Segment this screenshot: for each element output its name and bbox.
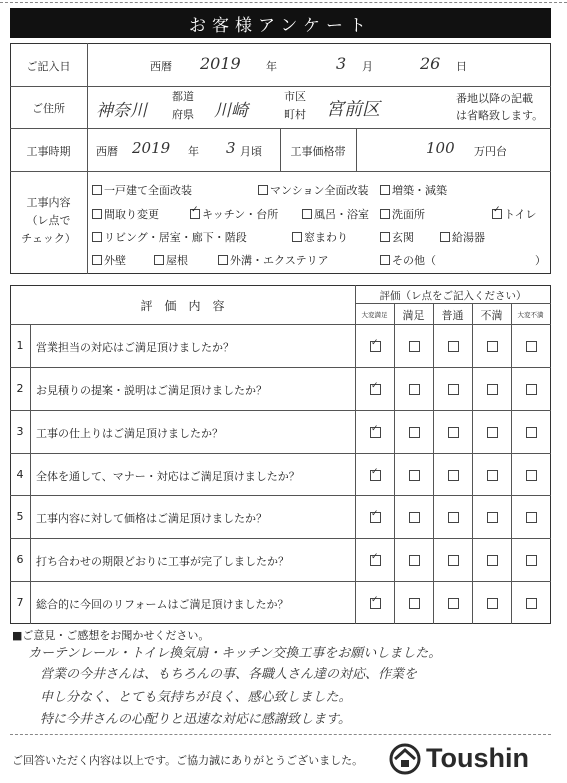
address-pref-bottom: 府県 xyxy=(172,108,194,121)
rating-checkbox[interactable] xyxy=(370,427,381,438)
checkbox-icon[interactable] xyxy=(380,185,390,195)
rating-checkbox[interactable] xyxy=(448,470,459,481)
rating-checkbox[interactable] xyxy=(409,384,420,395)
rating-checkbox[interactable] xyxy=(487,427,498,438)
period-month-unit: 月頃 xyxy=(240,145,262,158)
work-option-label: 増築・減築 xyxy=(392,184,447,197)
price-unit: 万円台 xyxy=(474,145,507,158)
rating-column-label: 大変不満 xyxy=(517,311,544,319)
evaluation-header: 評 価 内 容 xyxy=(140,299,225,313)
entry-year-unit: 年 xyxy=(266,60,277,73)
comments-label: ■ご意見・ご感想をお聞かせください。 xyxy=(12,629,210,642)
rating-checkbox[interactable] xyxy=(448,512,459,523)
entry-month-unit: 月 xyxy=(362,60,373,73)
question-text: 工事の仕上りはご満足頂けましたか？ xyxy=(36,426,223,440)
entry-date-label: ご記入日 xyxy=(26,60,71,73)
work-option[interactable] xyxy=(92,182,192,198)
address-city-top: 市区 xyxy=(284,90,306,103)
entry-era: 西暦 xyxy=(150,60,172,73)
question-text: 全体を通して、マナー・対応はご満足頂けましたか？ xyxy=(36,469,300,483)
work-option-label: その他（ ） xyxy=(392,254,546,267)
entry-day-unit: 日 xyxy=(456,60,467,73)
work-label-3: チェック） xyxy=(21,232,76,245)
checkbox-icon[interactable] xyxy=(92,255,102,265)
rating-checkbox[interactable] xyxy=(370,470,381,481)
question-text: 打ち合わせの期限どおりに工事が完了しましたか？ xyxy=(36,555,289,569)
work-option[interactable] xyxy=(380,182,447,198)
question-number: 1 xyxy=(16,339,24,352)
rating-checkbox[interactable] xyxy=(370,341,381,352)
work-option-label: 間取り変更 xyxy=(104,208,159,221)
work-option[interactable] xyxy=(218,252,329,268)
rating-checkbox[interactable] xyxy=(448,598,459,609)
work-option-label: 外壁 xyxy=(104,254,126,267)
thanks-text: ご回答いただく内容は以上です。ご協力誠にありがとうございました。 xyxy=(12,754,364,767)
rating-checkbox[interactable] xyxy=(370,598,381,609)
rating-checkbox[interactable] xyxy=(526,512,537,523)
work-option-label: 外溝・エクステリア xyxy=(230,254,329,267)
rating-checkbox[interactable] xyxy=(448,427,459,438)
period-month: 3 xyxy=(226,139,236,157)
house-logo-icon xyxy=(388,741,422,775)
checkbox-icon[interactable] xyxy=(154,255,164,265)
period-era: 西暦 xyxy=(96,145,118,158)
work-option[interactable] xyxy=(154,252,188,268)
address-city: 川崎 xyxy=(214,101,248,121)
rating-column-label: 大変満足 xyxy=(361,311,388,319)
checkbox-icon[interactable] xyxy=(92,232,102,242)
period-label: 工事時期 xyxy=(26,145,71,158)
work-option[interactable] xyxy=(492,206,536,222)
entry-month: 3 xyxy=(336,54,347,73)
work-option-label: トイレ xyxy=(504,208,537,221)
work-option[interactable] xyxy=(92,252,126,268)
checkbox-icon[interactable] xyxy=(258,185,268,195)
rating-checkbox[interactable] xyxy=(487,512,498,523)
period-year: 2019 xyxy=(132,139,171,157)
rating-column-label: 満足 xyxy=(402,309,425,322)
work-option[interactable] xyxy=(92,206,159,222)
question-text: お見積りの提案・説明はご満足頂けましたか？ xyxy=(36,383,267,397)
address-city-bottom: 町村 xyxy=(284,108,306,121)
toushin-logo xyxy=(388,741,529,775)
question-number: 3 xyxy=(16,424,24,438)
checkbox-icon[interactable] xyxy=(380,255,390,265)
question-number: 7 xyxy=(16,596,24,610)
rating-header: 評価（レ点をご記入ください） xyxy=(379,290,527,302)
checkbox-icon[interactable] xyxy=(92,209,102,219)
brand-name: Toushin xyxy=(426,742,529,773)
work-option[interactable] xyxy=(440,229,485,245)
rating-checkbox[interactable] xyxy=(370,512,381,523)
work-label-2: （レ点で xyxy=(26,214,71,227)
work-option[interactable] xyxy=(258,182,369,198)
rating-checkbox[interactable] xyxy=(409,341,420,352)
work-option-label: 風呂・浴室 xyxy=(314,208,369,221)
checkbox-icon[interactable] xyxy=(302,209,312,219)
rating-checkbox[interactable] xyxy=(409,427,420,438)
work-option-label: 玄関 xyxy=(392,231,414,244)
comment-line: カーテンレール・トイレ換気扇・キッチン交換工事をお願いしました。 xyxy=(28,646,442,661)
rating-checkbox[interactable] xyxy=(526,384,537,395)
rating-column-label: 普通 xyxy=(441,309,464,322)
work-option-label: マンション全面改装 xyxy=(270,184,369,197)
checkbox-icon[interactable] xyxy=(218,255,228,265)
work-label-1: 工事内容 xyxy=(26,196,71,209)
rating-column-label: 不満 xyxy=(480,309,503,322)
rating-checkbox[interactable] xyxy=(370,555,381,566)
rating-checkbox[interactable] xyxy=(487,384,498,395)
form-title: お客様アンケート xyxy=(10,8,551,38)
rating-checkbox[interactable] xyxy=(409,512,420,523)
price-label: 工事価格帯 xyxy=(290,145,346,158)
work-option-label: キッチン・台所 xyxy=(202,208,279,221)
rating-checkbox[interactable] xyxy=(526,598,537,609)
question-number: 2 xyxy=(16,381,24,395)
address-label: ご住所 xyxy=(32,102,65,115)
work-option-label: 窓まわり xyxy=(304,231,348,244)
comment-line: 申し分なく、とても気持ちが良く、感心致しました。 xyxy=(40,690,352,705)
work-option-label: 一戸建て全面改装 xyxy=(104,184,192,197)
question-number: 5 xyxy=(16,510,24,524)
checkbox-icon[interactable] xyxy=(492,209,502,219)
rating-checkbox[interactable] xyxy=(409,598,420,609)
question-text: 総合的に今回のリフォームはご満足頂けましたか？ xyxy=(36,598,289,612)
rating-checkbox[interactable] xyxy=(526,555,537,566)
question-text: 営業担当の対応はご満足頂けましたか？ xyxy=(36,341,234,354)
question-text: 工事内容に対して価格はご満足頂けましたか？ xyxy=(36,512,267,526)
work-option-label: リビング・居室・廊下・階段 xyxy=(104,231,247,244)
rating-checkbox[interactable] xyxy=(487,470,498,481)
checkbox-icon[interactable] xyxy=(190,209,200,219)
cut-line xyxy=(0,2,567,3)
rating-checkbox[interactable] xyxy=(448,384,459,395)
rating-checkbox[interactable] xyxy=(448,555,459,566)
rating-checkbox[interactable] xyxy=(526,470,537,481)
price-value: 100 xyxy=(426,139,455,157)
rating-checkbox[interactable] xyxy=(487,555,498,566)
rating-checkbox[interactable] xyxy=(526,427,537,438)
work-option[interactable] xyxy=(380,206,425,222)
checkbox-icon[interactable] xyxy=(440,232,450,242)
comment-line: 特に今井さんの心配りと迅速な対応に感謝致します。 xyxy=(40,712,351,727)
checkbox-icon[interactable] xyxy=(292,232,302,242)
checkbox-icon[interactable] xyxy=(380,209,390,219)
address-ward: 宮前区 xyxy=(326,99,380,120)
checkbox-icon[interactable] xyxy=(92,185,102,195)
question-number: 4 xyxy=(16,467,24,481)
rating-checkbox[interactable] xyxy=(409,470,420,481)
address-prefecture: 神奈川 xyxy=(96,101,147,121)
address-pref-top: 都道 xyxy=(172,90,194,103)
rating-checkbox[interactable] xyxy=(370,384,381,395)
rating-checkbox[interactable] xyxy=(487,341,498,352)
question-number: 6 xyxy=(16,553,24,567)
work-option-label: 洗面所 xyxy=(392,208,425,221)
address-note-line1: 番地以降の記載 xyxy=(456,92,533,105)
rating-checkbox[interactable] xyxy=(409,555,420,566)
work-option[interactable] xyxy=(380,252,546,268)
rating-checkbox[interactable] xyxy=(448,341,459,352)
work-option[interactable] xyxy=(92,229,247,245)
entry-day: 26 xyxy=(420,54,441,73)
work-option[interactable] xyxy=(380,229,414,245)
period-year-unit: 年 xyxy=(188,145,199,158)
work-option[interactable] xyxy=(292,229,348,245)
evaluation-section xyxy=(10,285,551,624)
work-option[interactable] xyxy=(302,206,369,222)
rating-checkbox[interactable] xyxy=(526,341,537,352)
rating-checkbox[interactable] xyxy=(487,598,498,609)
work-option-label: 給湯器 xyxy=(452,231,485,244)
entry-year: 2019 xyxy=(200,54,241,73)
comment-line: 営業の今井さんは、もちろんの事、各職人さん達の対応、作業を xyxy=(40,667,418,682)
work-option-label: 屋根 xyxy=(166,254,188,267)
checkbox-icon[interactable] xyxy=(380,232,390,242)
address-note-line2: は省略致します。 xyxy=(456,109,544,122)
work-option[interactable] xyxy=(190,206,278,222)
